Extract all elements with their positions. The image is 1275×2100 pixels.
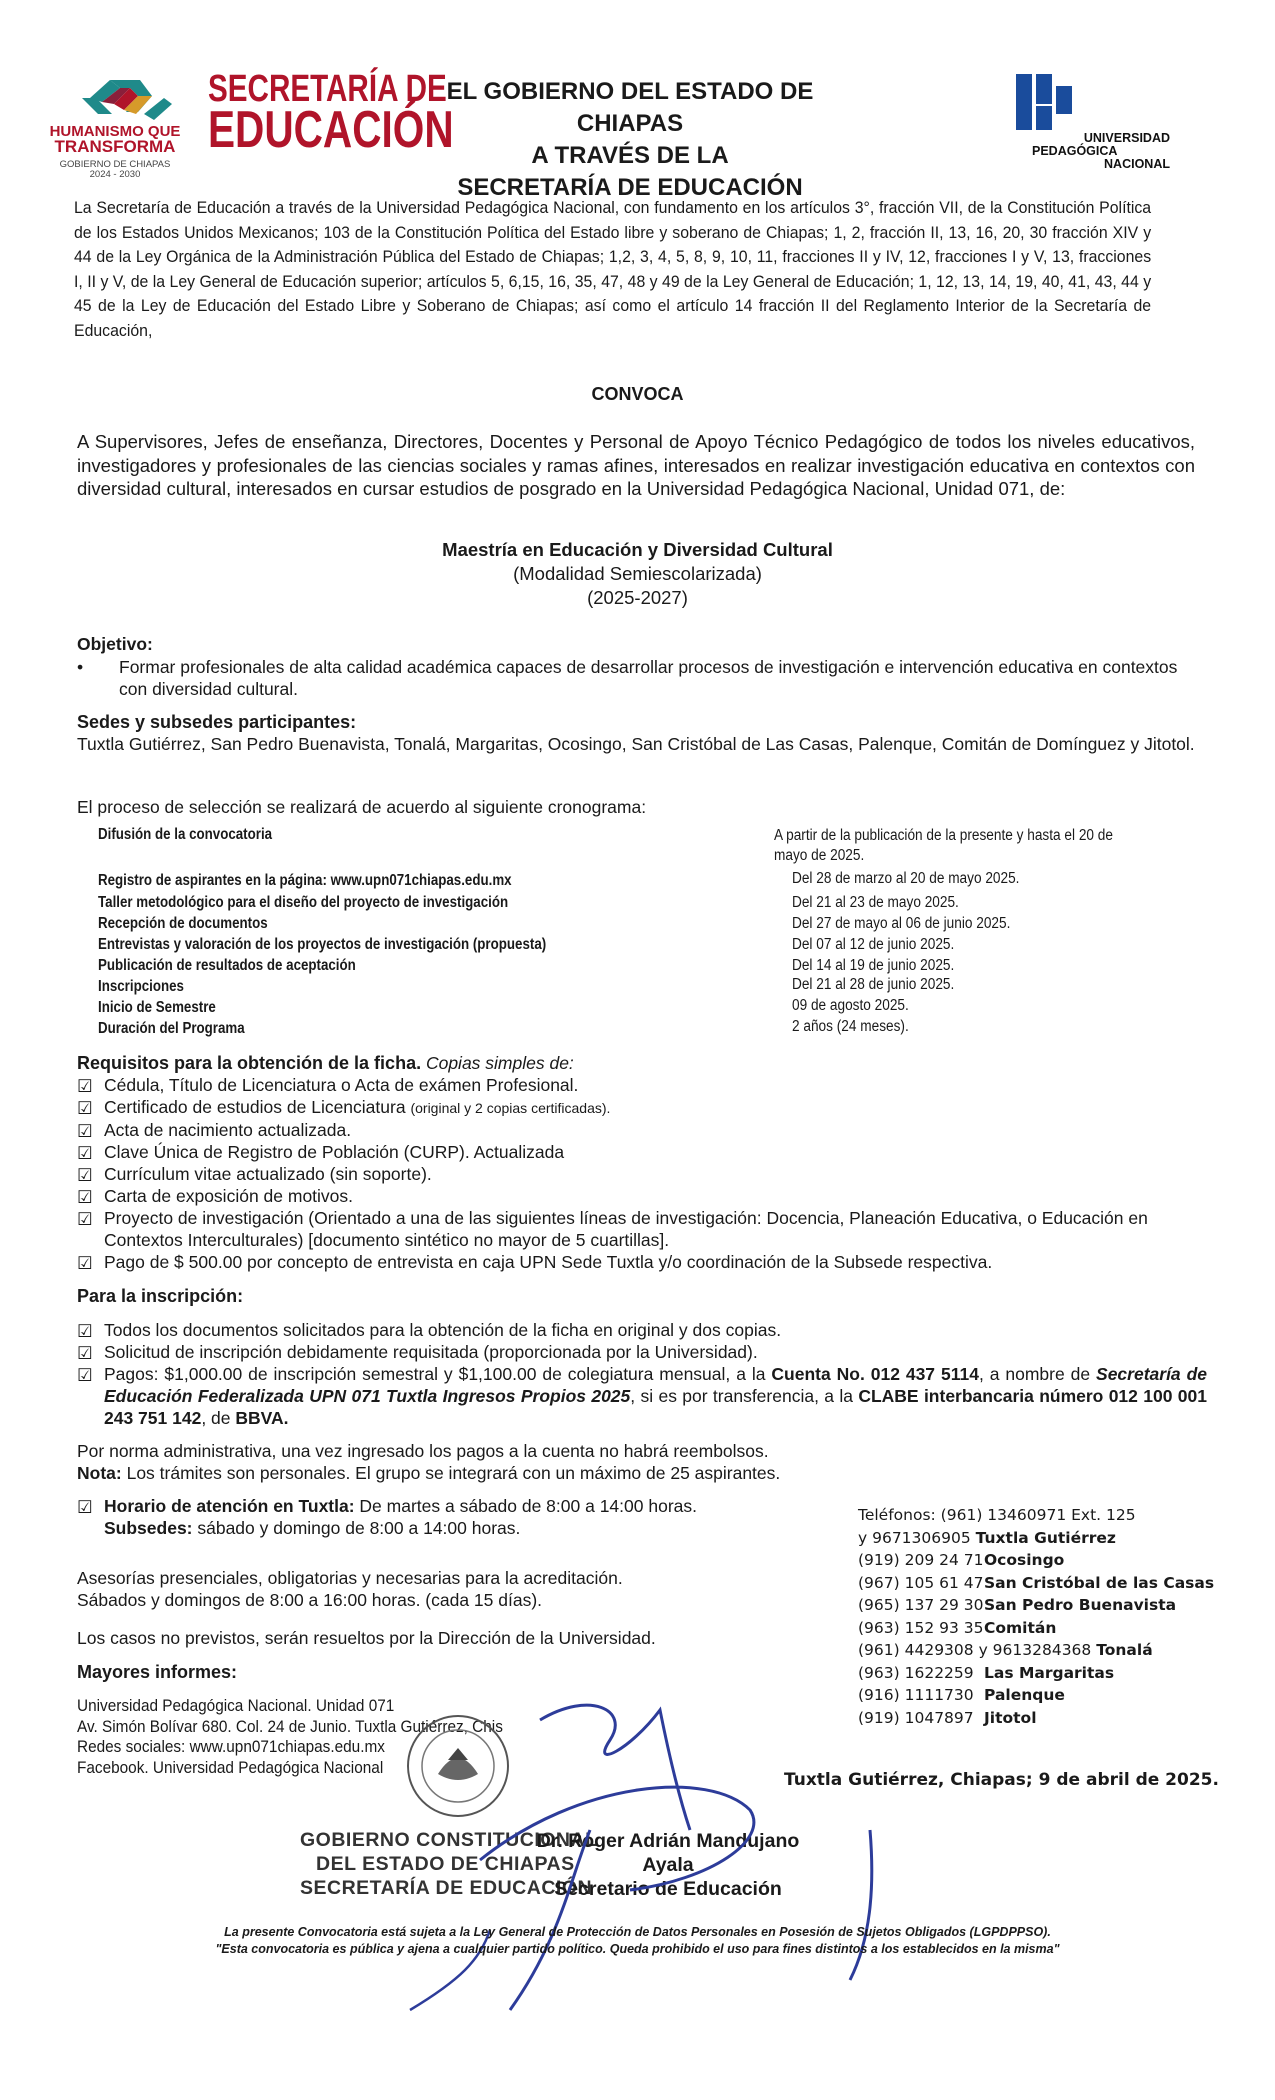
upn-text <box>1010 132 1170 171</box>
requisito-item <box>77 1163 1207 1185</box>
norma-block <box>77 1440 1177 1484</box>
mayores-informes-title: Mayores informes: <box>77 1662 238 1682</box>
firmante-role: Secretario de Educación <box>554 1878 782 1900</box>
pagos-text: Pagos: $1,000.00 de inscripción semestral y $1,100.00 de colegiatura mensual, a la <box>104 1364 772 1384</box>
phone-city: Ocosingo <box>984 1551 1065 1569</box>
phone-number: (965) 137 29 30 <box>858 1596 984 1614</box>
phone-number: y 9671306905 <box>858 1528 976 1547</box>
phone-city: San Cristóbal de las Casas <box>984 1573 1215 1592</box>
checkbox-icon: ☑ <box>77 1365 93 1385</box>
schedule-date: Del 21 al 28 de junio 2025. <box>792 976 955 993</box>
schedule-label: Recepción de documentos <box>98 915 268 932</box>
schedule-label: Inicio de Semestre <box>98 999 216 1016</box>
asesorias-line2: Sábados y domingos de 8:00 a 16:00 horas. (cada 15 días). <box>77 1590 543 1610</box>
nota-label: Nota: <box>77 1463 122 1483</box>
header-title-line3: SECRETARÍA DE EDUCACIÓN <box>457 174 803 201</box>
schedule-date: Del 27 de mayo al 06 de junio 2025. <box>792 915 1011 932</box>
official-seal-icon <box>404 1712 512 1820</box>
inscripcion-item <box>77 1341 1207 1363</box>
humanismo-logo <box>40 68 190 178</box>
phone-row <box>858 1662 1238 1685</box>
firmante-name: Dr. Roger Adrián Mandujano Ayala <box>536 1830 800 1876</box>
checkbox-icon: ☑ <box>77 1321 93 1341</box>
phone-row <box>858 1527 1238 1550</box>
checkbox-icon: ☑ <box>77 1121 93 1141</box>
phone-city: Comitán <box>984 1618 1057 1637</box>
pagos-text: , si es por transferencia, a la <box>630 1386 859 1406</box>
contacto-line: Av. Simón Bolívar 680. Col. 24 de Junio. Tuxtla Gutiérrez, Chis <box>77 1717 503 1736</box>
subsedes-text: sábado y domingo de 8:00 a 14:00 horas. <box>192 1518 521 1538</box>
schedule-label: Taller metodológico para el diseño del proyecto de investigación <box>98 894 509 911</box>
subsedes-label: Subsedes: <box>104 1518 193 1538</box>
checkbox-icon: ☑ <box>77 1187 93 1207</box>
checkbox-icon: ☑ <box>77 1165 93 1185</box>
secretaria-educacion-logo <box>208 68 454 168</box>
secretaria-logo-line2: EDUCACIÓN <box>208 100 454 159</box>
humanismo-text <box>40 124 190 154</box>
checkbox-icon: ☑ <box>77 1076 93 1096</box>
schedule-label: Duración del Programa <box>98 1020 245 1037</box>
phone-main: Teléfonos: (961) 13460971 Ext. 125 <box>858 1506 1136 1524</box>
fecha-lugar: Tuxtla Gutiérrez, Chiapas; 9 de abril de 2025. <box>784 1770 1219 1790</box>
phone-city: San Pedro Buenavista <box>984 1596 1177 1614</box>
header-title <box>400 76 860 204</box>
stamp-line: GOBIERNO CONSTITUCIONAL <box>300 1829 598 1851</box>
phone-number: (963) 152 93 35 <box>858 1618 984 1637</box>
norma-text: Por norma administrativa, una vez ingresado los pagos a la cuenta no habrá reembolsos. <box>77 1441 769 1461</box>
requisitos-list <box>77 1074 1207 1273</box>
inscripcion-list <box>77 1319 1207 1429</box>
gobierno-chiapas-text <box>40 160 190 180</box>
contacto-facebook-link[interactable]: Facebook. Universidad Pedagógica Nacional <box>77 1758 384 1777</box>
phone-city: Palenque <box>984 1686 1065 1704</box>
objetivo-text: Formar profesionales de alta calidad académica capaces de desarrollar procesos de investigación e intervención educativa en contextos con diversidad cultural. <box>119 657 1178 699</box>
checkbox-icon: ☑ <box>77 1143 93 1163</box>
requisito-text: Currículum vitae actualizado (sin soporte). <box>104 1164 432 1184</box>
phone-number: (967) 105 61 47 <box>858 1573 984 1592</box>
requisito-item <box>77 1251 1207 1273</box>
phone-row <box>858 1572 1238 1595</box>
pagos-text: , de <box>201 1408 236 1428</box>
requisito-text: Certificado de estudios de Licenciatura <box>104 1097 406 1117</box>
sedes-block <box>77 711 1197 755</box>
inscripcion-title: Para la inscripción: <box>77 1286 244 1306</box>
checkbox-icon: ☑ <box>77 1098 93 1118</box>
requisito-text: Carta de exposición de motivos. <box>104 1186 354 1206</box>
program-period: (2025-2027) <box>587 587 688 608</box>
phone-row <box>858 1549 1238 1572</box>
checkbox-icon: ☑ <box>77 1343 93 1363</box>
contacto-block <box>77 1696 598 1778</box>
firmante-block <box>523 1829 813 1901</box>
upn-emblem-icon <box>1014 72 1074 134</box>
schedule-date: Del 21 al 23 de mayo 2025. <box>792 894 959 911</box>
requisito-item <box>77 1185 1207 1207</box>
phone-city: Jitotol <box>984 1708 1037 1727</box>
schedule-label: Registro de aspirantes en la página: www.upn071chiapas.edu.mx <box>98 872 512 889</box>
phone-city: Las Margaritas <box>984 1663 1115 1682</box>
sedes-text: Tuxtla Gutiérrez, San Pedro Buenavista, Tonalá, Margaritas, Ocosingo, San Cristóbal de Las Casas, Palenque, Comitán de Domínguez y Jitotol. <box>77 734 1195 754</box>
schedule-date: A partir de la publicación de la presente y hasta el 20 de mayo de 2025. <box>774 827 1113 864</box>
cuenta-titular: Secretaría de Educación Federalizada UPN 071 Tuxtla Ingresos Propios 2025 <box>104 1364 1208 1406</box>
requisitos-subtitle: Copias simples de: <box>425 1053 574 1073</box>
phone-city: Tonalá <box>1096 1641 1153 1659</box>
upn-line1: UNIVERSIDAD <box>1083 131 1170 145</box>
phone-number: (919) 1047897 <box>858 1708 974 1727</box>
schedule-date: Del 28 de marzo al 20 de mayo 2025. <box>792 870 1020 887</box>
schedule-label: Publicación de resultados de aceptación <box>98 957 356 974</box>
header-title-line2: A TRAVÉS DE LA <box>531 142 729 169</box>
requisitos-heading: Requisitos para la obtención de la ficha. <box>77 1053 422 1073</box>
horario-text: De martes a sábado de 8:00 a 14:00 horas. <box>354 1496 697 1516</box>
convoca-heading: CONVOCA <box>591 384 684 404</box>
humanismo-line2: TRANSFORMA <box>54 137 176 156</box>
requisito-item <box>77 1074 1207 1096</box>
proceso-intro: El proceso de selección se realizará de acuerdo al siguiente cronograma: <box>77 797 647 817</box>
program-block <box>0 538 1275 610</box>
phone-row <box>858 1594 1238 1617</box>
requisito-text: Clave Única de Registro de Población (CURP). Actualizada <box>104 1142 565 1162</box>
pagos-text: , a nombre de <box>978 1364 1097 1384</box>
horario-label: Horario de atención en Tuxtla: <box>104 1496 355 1516</box>
phone-number: (916) 1111730 <box>858 1686 974 1704</box>
footer-line: La presente Convocatoria está sujeta a la Ley General de Protección de Datos Personales en Posesión de Sujetos Obligados (LGPDPPSO). <box>224 1925 1051 1939</box>
requisito-text: Proyecto de investigación (Orientado a una de las siguientes líneas de investigación: Docencia, Planeación Educativa, o Educación en Contextos Interculturales) [documento sintético no mayor de 5 cuartillas]. <box>104 1208 1148 1250</box>
inscripcion-item <box>77 1319 1207 1341</box>
requisito-item <box>77 1141 1207 1163</box>
stamp-line: SECRETARÍA DE EDUCACIÓN <box>300 1877 593 1899</box>
secretaria-logo-line1: SECRETARÍA DE <box>208 68 447 110</box>
phone-row <box>858 1684 1238 1707</box>
banco-name: BBVA. <box>235 1408 289 1428</box>
stamp-line: DEL ESTADO DE CHIAPAS <box>316 1853 575 1875</box>
upn-logo <box>1010 72 1170 182</box>
schedule-label: Inscripciones <box>98 978 184 995</box>
inscripcion-text: Solicitud de inscripción debidamente requisitada (proporcionada por la Universidad). <box>104 1342 758 1362</box>
objetivo-list <box>77 656 1187 700</box>
schedule-date: 09 de agosto 2025. <box>792 997 909 1014</box>
program-name: Maestría en Educación y Diversidad Cultural <box>442 539 833 560</box>
program-modality: (Modalidad Semiescolarizada) <box>513 563 762 584</box>
phone-number: (961) 4429308 y 9613284368 <box>858 1641 1092 1659</box>
objetivo-title: Objetivo: <box>77 634 153 654</box>
schedule-date: Del 07 al 12 de junio 2025. <box>792 936 955 953</box>
requisito-note: (original y 2 copias certificadas). <box>410 1100 611 1116</box>
phone-city: Tuxtla Gutiérrez <box>975 1528 1116 1547</box>
checkbox-icon: ☑ <box>77 1253 93 1273</box>
schedule-label: Entrevistas y valoración de los proyectos de investigación (propuesta) <box>98 936 547 953</box>
requisito-text: Acta de nacimiento actualizada. <box>104 1120 352 1140</box>
phone-row <box>858 1617 1238 1640</box>
checkbox-icon: ☑ <box>77 1497 93 1517</box>
phone-number: (963) 1622259 <box>858 1663 974 1682</box>
horario-item <box>77 1495 837 1517</box>
footer-line: "Esta convocatoria es pública y ajena a cualquier partido político. Queda prohibido el uso para fines distintos a los establecidos en la misma" <box>215 1942 1060 1956</box>
contacto-line: Universidad Pedagógica Nacional. Unidad 071 <box>77 1697 395 1715</box>
requisito-item <box>77 1096 1207 1119</box>
clabe-number: CLABE interbancaria número 012 100 001 243 751 142 <box>104 1386 1207 1428</box>
humanismo-line1: HUMANISMO QUE <box>49 123 181 140</box>
asesorias-block <box>77 1567 837 1611</box>
intro-paragraph: La Secretaría de Educación a través de la Universidad Pedagógica Nacional, con fundamento en los artículos 3°, fracción VII, de la Constitución Política de los Estados Unidos Mexicanos; 103 de la Constitución Política del Estado libre y soberano de Chiapas; 1, 2, fracción II, 13, 16, 20, 30 fracción XIV y 44 de la Ley Orgánica de la Administración Pública del Estado de Chiapas; 1,2, 3, 4, 5, 8, 9, 10, 11, fracciones II y IV, 12, fracciones I y V, 13, fracciones I, II y V, de la Ley General de Educación superior; artículos 5, 6,15, 16, 35, 47, 48 y 49 de la Ley General de Educación; 1, 12, 13, 14, 19, 40, 41, 43, 44 y 45 de la Ley de Educación del Estado Libre y Soberano de Chiapas; así como el artículo 14 fracción II del Reglamento Interior de la Secretaría de Educación, <box>74 199 1152 340</box>
asesorias-line1: Asesorías presenciales, obligatorias y necesarias para la acreditación. <box>77 1568 623 1588</box>
dirigido-paragraph: A Supervisores, Jefes de enseñanza, Directores, Docentes y Personal de Apoyo Técnico Pedagógico de todos los niveles educativos, investigadores y profesionales de las ciencias sociales y ramas afines, interesados en realizar investigación educativa en contextos con diversidad cultural, interesados en cursar estudios de posgrado en la Universidad Pedagógica Nacional, Unidad 071, de: <box>77 431 1195 499</box>
nota-text: Los trámites son personales. El grupo se integrará con un máximo de 25 aspirantes. <box>121 1463 781 1483</box>
checkbox-icon: ☑ <box>77 1209 93 1229</box>
sedes-title: Sedes y subsedes participantes: <box>77 712 357 732</box>
gobierno-period-line: 2024 - 2030 <box>89 169 141 180</box>
bullet-icon: • <box>77 657 84 677</box>
schedule-date: Del 14 al 19 de junio 2025. <box>792 957 955 974</box>
upn-line3: NACIONAL <box>1104 157 1170 171</box>
schedule-label: Difusión de la convocatoria <box>98 826 273 843</box>
header-title-line1: EL GOBIERNO DEL ESTADO DE CHIAPAS <box>446 78 814 137</box>
inscripcion-item-pagos <box>77 1363 1207 1429</box>
requisito-item <box>77 1119 1207 1141</box>
phone-row <box>858 1639 1238 1662</box>
requisito-text: Cédula, Título de Licenciatura o Acta de exámen Profesional. <box>104 1075 579 1095</box>
cuenta-number: Cuenta No. 012 437 5114 <box>771 1364 979 1384</box>
footer-notice <box>0 1924 1275 1958</box>
phones-list <box>858 1504 1238 1729</box>
upn-line2: PEDAGÓGICA <box>1032 144 1118 158</box>
requisito-item <box>77 1207 1207 1251</box>
horario-block <box>77 1495 837 1539</box>
requisitos-title <box>77 1052 1207 1074</box>
schedule-date: 2 años (24 meses). <box>792 1018 909 1035</box>
phone-number: (919) 209 24 71 <box>858 1551 984 1569</box>
inscripcion-text: Todos los documentos solicitados para la obtención de la ficha en original y dos copias. <box>104 1320 782 1340</box>
requisito-text: Pago de $ 500.00 por concepto de entrevista en caja UPN Sede Tuxtla y/o coordinación de la Subsede respectiva. <box>104 1252 993 1272</box>
casos-text: Los casos no previstos, serán resueltos por la Dirección de la Universidad. <box>77 1628 656 1648</box>
gobierno-chiapas-line: GOBIERNO DE CHIAPAS <box>59 159 171 170</box>
contacto-web-link[interactable]: Redes sociales: www.upn071chiapas.edu.mx <box>77 1738 385 1756</box>
humanismo-emblem-icon <box>40 68 190 130</box>
phone-row <box>858 1707 1238 1730</box>
